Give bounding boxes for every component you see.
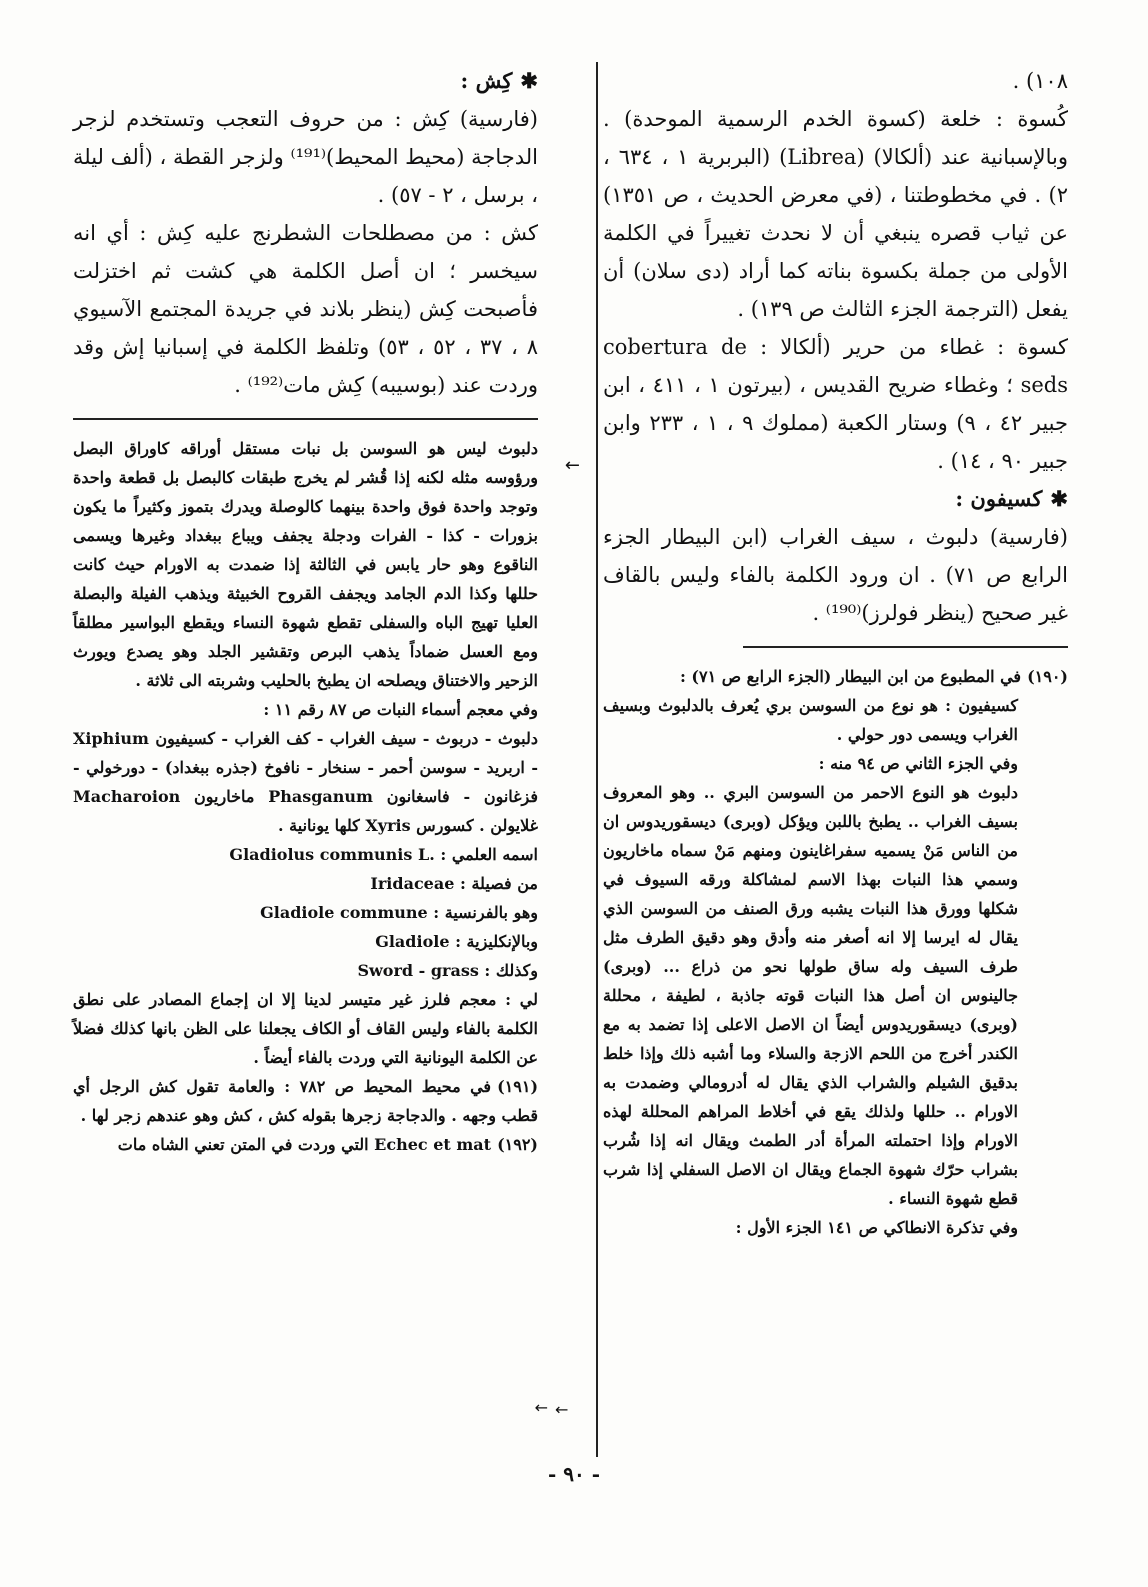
footnote-190-line-2: وفي الجزء الثاني ص ٩٤ منه :	[818, 754, 1018, 773]
footnote-190-intro	[603, 662, 1068, 691]
entry-kish-para-2: كش : من مصطلحات الشطرنج عليه كِش : أي انه سيخسر ؛ ان أصل الكلمة هي كشت ثم اختزلت فأصبحت كِش (ينظر بلاند في جريدة المجتمع الآسيوي ٨ ، ٣٧ ، ٥٢ ، ٥٣) وتلفظ الكلمة في إسبانيا إش وقد وردت عند (بوسيبه) كِش مات⁽¹⁹²⁾ .	[73, 221, 538, 397]
footnote-190-source: في المطبوع من ابن البيطار (الجزء الرابع ص ٧١) :	[679, 667, 1022, 686]
left-column	[73, 62, 538, 1159]
right-column-body	[603, 62, 1068, 632]
footnote-190-line-4: وفي تذكرة الانطاكي ص ١٤١ الجزء الأول :	[735, 1218, 1018, 1237]
star-icon: ✱	[1050, 486, 1068, 511]
note-continuation-1: دلبوث ليس هو السوسن بل نبات مستقل أوراقه كاوراق البصل ورؤوسه مثله لكنه إذا قُشر لم يخرج طبقات كالبصل بل قطعة واحدة وتوجد واحدة فوق واحدة بينهما كالوصلة ويدرك بتموز وكثيراً ما يكون بزورات - كذا - الفرات ودجلة يجفف ويباع ببغداد وغيرها ويسمى الناقوع وهو حار يابس في الثالثة إذا ضمدت به الاورام حيث كانت حللها وكذا الدم الجامد ويجفف القروح الخبيثة ويذهب الفيلة والبصلة العليا تهيج الباه والسفلى تقطع شهوة النساء ويقطع البواسير مطلقاً ومع العسل ضماداً يذهب البرص وتقشير الجلد وهو يصدع ويورث الزحير والاختناق ويصلحه ان يطبخ بالحليب وشربته الى ثلاثة .	[73, 439, 538, 690]
footnote-190-line-1: كسيفيون : هو نوع من السوسن بري يُعرف بالدلبوث وبسيف الغراب ويسمى دور حولي .	[603, 696, 1018, 744]
footnote-191	[73, 1072, 538, 1130]
footnotes-right	[603, 662, 1068, 1242]
entry-kasifun-head	[603, 480, 1068, 518]
continuation-arrow-icon: ←	[555, 1400, 569, 1419]
entry-kish-para-1: (فارسية) كِش : من حروف التعجب وتستخدم لزجر الدجاجة (محيط المحيط)⁽¹⁹¹⁾ ولزجر القطة ، (ألف ليلة ، برسل ، ٢ - ٥٧) .	[73, 107, 538, 207]
entry-kasifun-title: كسيفون :	[955, 486, 1043, 511]
continuation-arrow-icon: ←	[534, 1398, 548, 1417]
note-continuation-4: اسمه العلمي : .Gladiolus communis L	[229, 845, 538, 864]
note-continuation-2: وفي معجم أسماء النبات ص ٨٧ رقم ١١ :	[263, 700, 538, 719]
note-continuation-8: وكذلك : Sword - grass	[357, 961, 538, 980]
note-continuation-5: من فصيلة : Iridaceae	[370, 874, 538, 893]
footnote-190-body	[603, 691, 1068, 1242]
column-divider	[596, 62, 598, 1457]
footnote-190-line-3: دلبوث هو النوع الاحمر من السوسن البري .. وهو المعروف بسيف الغراب .. يطبخ باللبن ويؤكل (وبرى) ديسقوريدوس ان من الناس مَنْ يسميه سفراغاينون ومنهم مَنْ سماه ماخاريون وسمي هذا النبات بهذا الاسم لمشاكلة ورقه السيوف في شكلها وورق هذا النبات يشبه ورق الصنف من السوسن الذي يقال له ايرسا إلا انه أصغر منه وأدق وهو دقيق الطرف مثل طرف السيف وله ساق طولها نحو من ذراع ... (وبرى) جالينوس ان أصل هذا النبات قوته جاذبة ، لطيفة ، محللة (وبرى) ديسقوريدوس أيضاً ان الاصل الاعلى إذا تضمد به مع الكندر أخرج من اللحم الازجة والسلاء وما أشبه ذلك وإذا خلط بدقيق الشيلم والشراب الذي يقال له أدرومالي وضمدت به الاورام .. حللها ولذلك يقع في أخلاط المراهم المحللة لهذه الاورام وإذا احتملته المرأة أدر الطمث ويقال انه إذا شُرب بشراب حرّك شهوة الجماع ويقال ان الاصل السفلي إذا شرب قطع شهوة النساء .	[603, 783, 1018, 1208]
footnote-191-text: في محيط المحيط ص ٧٨٢ : والعامة تقول كش الرجل أي قطب وجهه . والدجاجة زجرها بقوله كش ، كش وهو عندهم زجر لها .	[73, 1077, 538, 1125]
entry-kish-head	[73, 62, 538, 100]
footnote-divider-right	[743, 646, 1069, 648]
footnotes-left	[73, 434, 538, 1159]
note-continuation-7: وبالإنكليزية : Gladiole	[375, 932, 538, 951]
left-column-body	[73, 62, 538, 404]
entry-kasifun-text: (فارسية) دلبوث ، سيف الغراب (ابن البيطار الجزء الرابع ص ٧١) . ان ورود الكلمة بالفاء وليس بالقاف غير صحيح (ينظر فولرز)⁽¹⁹⁰⁾ .	[603, 525, 1068, 625]
note-continuation-9: لي : معجم فلرز غير متيسر لدينا إلا ان إجماع المصادر على نطق الكلمة بالفاء وليس القاف أو الكاف يجعلنا على الظن بانها كذلك فضلاً عن الكلمة اليونانية التي وردت بالفاء أيضاً .	[73, 990, 538, 1067]
footnote-191-number: (١٩١)	[497, 1077, 539, 1096]
page-number: - ٩٠ -	[547, 1462, 600, 1486]
footnote-192-number: (١٩٢)	[497, 1135, 538, 1154]
footnote-192	[73, 1130, 538, 1159]
entry-kiswa-2: كسوة : غطاء من حرير (ألكالا : cobertura de seds ؛ وغطاء ضريح القديس ، (بيرتون ١ ، ٤١١ ، ابن جبير ٤٢ ، ٩) وستار الكعبة (مملوك ٩ ، ١ ، ٢٣٣ وابن جبير ٩٠ ، ١٤) .	[603, 335, 1068, 473]
entry-kish-title: كِش :	[460, 68, 513, 93]
footnote-190-number: (١٩٠)	[1027, 667, 1068, 686]
entry-kiswa-1: كُسوة : خلعة (كسوة الخدم الرسمية الموحدة) . وبالإسبانية عند (ألكالا) (Librea) (البربرية ١ ، ٦٣٤ ، ٢) . في مخطوطتنا ، (في معرض الحديث ، ص ١٣٥١) عن ثياب قصره ينبغي أن لا نحدث تغييراً في الكلمة الأولى من جملة بكسوة بناته كما أراد (دى سلان) أن يفعل (الترجمة الجزء الثالث ص ١٣٩) .	[603, 107, 1068, 321]
continued-line: ١٠٨) .	[1012, 69, 1068, 93]
continuation-arrow-icon: ←	[564, 455, 580, 476]
footnote-192-text: Echec et mat التي وردت في المتن تعني الشاه مات	[117, 1135, 492, 1154]
note-continuation-6: وهو بالفرنسية : Gladiole commune	[260, 903, 538, 922]
right-column	[603, 62, 1068, 1242]
footnote-divider-left	[73, 418, 538, 420]
star-icon: ✱	[520, 68, 538, 93]
note-continuation-3: دلبوث - دربوث - سيف الغراب - كف الغراب - كسيفيون Xiphium - اربريد - سوسن أحمر - سنخار - نافوخ (جذره ببغداد) - دورخولي - فزغانون - فاسغانون Phasganum ماخاريون Macharoion غلايولن . كسورس Xyris كلها يونانية .	[73, 729, 539, 835]
